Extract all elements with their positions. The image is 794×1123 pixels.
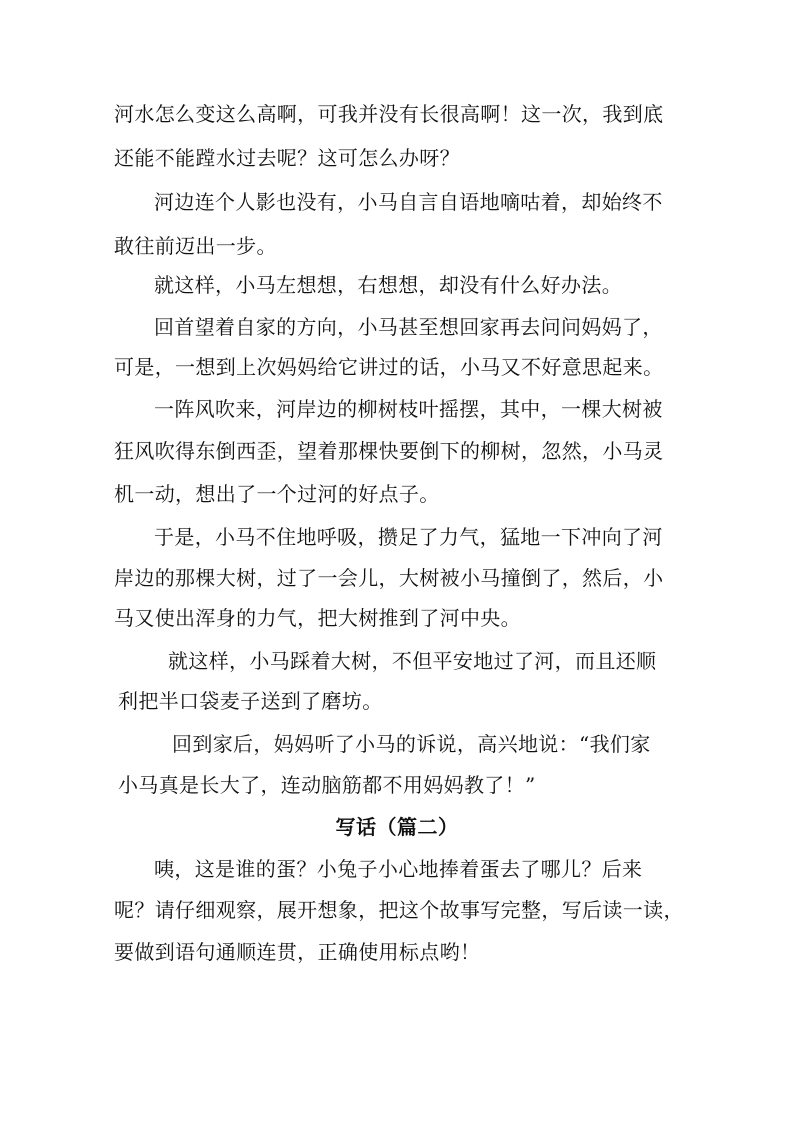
text-line: 一阵风吹来，河岸边的柳树枝叶摇摆，其中，一棵大树被	[154, 397, 663, 421]
text-line: 回首望着自家的方向，小马甚至想回家再去问问妈妈了，	[154, 315, 663, 339]
text-line: 呢？请仔细观察，展开想象，把这个故事写完整，写后读一读，	[114, 898, 684, 922]
text-line: 马又使出浑身的力气，把大树推到了河中央。	[114, 606, 521, 630]
text-line: 岸边的那棵大树，过了一会儿，大树被小马撞倒了，然后，小	[114, 566, 664, 590]
text-line: 就这样，小马踩着大树，不但平安地过了河，而且还顺	[168, 649, 657, 673]
text-line: 敢往前迈出一步。	[114, 234, 277, 258]
text-line: 回到家后，妈妈听了小马的诉说，高兴地说：“我们家	[172, 732, 651, 756]
text-line: 机一动，想出了一个过河的好点子。	[114, 482, 440, 506]
section-title: 写话（篇二）	[335, 815, 459, 839]
text-line: 小马真是长大了，连动脑筋都不用妈妈教了！”	[118, 773, 536, 797]
text-line: 于是，小马不住地呼吸，攒足了力气，猛地一下冲向了河	[154, 525, 663, 549]
text-line: 要做到语句通顺连贯，正确使用标点哟！	[114, 940, 481, 964]
text-line: 咦，这是谁的蛋？小兔子小心地捧着蛋去了哪儿？后来	[154, 857, 643, 881]
text-line: 利把半口袋麦子送到了磨坊。	[118, 689, 383, 713]
text-line: 可是，一想到上次妈妈给它讲过的话，小马又不好意思起来。	[114, 355, 664, 379]
text-line: 就这样，小马左想想，右想想，却没有什么好办法。	[154, 273, 623, 297]
text-line: 河边连个人影也没有，小马自言自语地嘀咕着，却始终不	[154, 190, 663, 214]
text-line: 还能不能蹚水过去呢？这可怎么办呀？	[114, 146, 460, 170]
text-line: 狂风吹得东倒西歪，望着那棵快要倒下的柳树，忽然，小马灵	[114, 439, 664, 463]
text-line: 河水怎么变这么高啊，可我并没有长很高啊！这一次，我到底	[114, 102, 664, 126]
